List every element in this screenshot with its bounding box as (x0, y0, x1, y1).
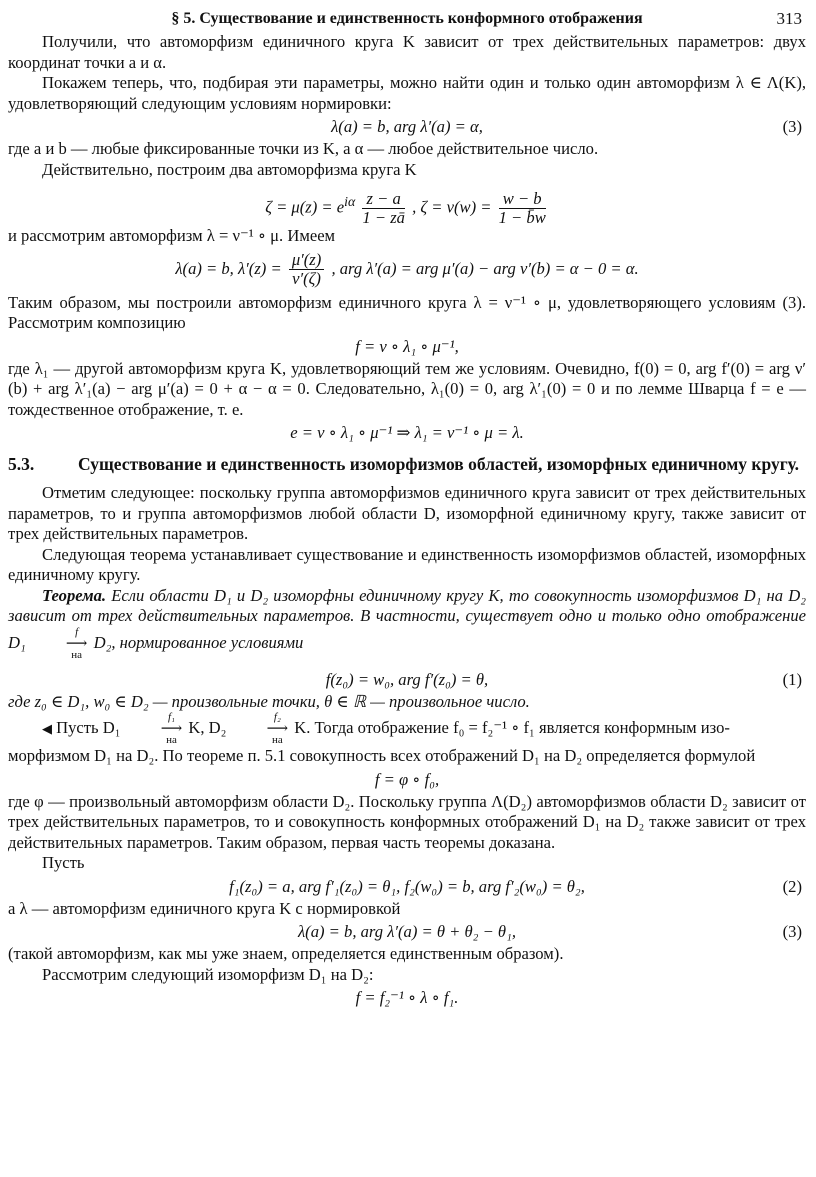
fraction-nu (499, 190, 546, 227)
mapping-arrow (32, 627, 88, 661)
fraction-denominator: 1 − b̄w (498, 208, 546, 228)
page-number: 313 (776, 9, 802, 28)
theorem (8, 586, 806, 661)
theorem-text: Если области D₁ и D₂ изоморфны единичному кругу K, то совокупность изоморфизмов D₁ на D₂ зависит от трех действительных параметров. В частности, существует одно и только одно отображение D₁ (8, 585, 806, 652)
subsection-number: 5.3. (8, 454, 35, 474)
paragraph-1: Получили, что автоморфизм единичного круга K зависит от трех действительных параметров: двух координат точки a и α. (8, 32, 806, 72)
paragraph-16: (такой автоморфизм, как мы уже знаем, определяется единственным образом). (8, 944, 564, 963)
arrow-onto-label: на (166, 734, 177, 746)
equation-part: , ζ = ν(w) = (412, 197, 492, 217)
equation-text: f = f₂⁻¹ ∘ λ ∘ f₁. (355, 988, 459, 1007)
fraction-numerator: μ′(z) (289, 251, 324, 270)
equation-text: f = φ ∘ f₀, (374, 769, 440, 789)
mapping-arrow-f2 (233, 712, 289, 746)
arrow-icon: ⟶ (160, 721, 183, 737)
equation-text: e = ν ∘ λ₁ ∘ μ⁻¹ ⇒ λ₁ = ν⁻¹ ∘ μ = λ. (290, 423, 524, 442)
theorem-label: Теорема. (42, 585, 107, 605)
paragraph-2: Покажем теперь, что, подбирая эти параметры, можно найти один и только один автоморфизм λ ∈ Λ(K), удовлетворяющий следующим условиям нормировки: (8, 73, 806, 113)
arrow-icon: ⟶ (65, 635, 88, 652)
paragraph-8: Отметим следующее: поскольку группа автоморфизмов единичного круга зависит от трех действительных параметров, то и группа автоморфизмов любой области D, изоморфной единичному кругу, также зависит от трех действительных параметров. (8, 483, 806, 543)
paragraph-7: где λ₁ — другой автоморфизм круга K, удовлетворяющий тем же условиям. Очевидно, f(0) = 0, arg f′(0) = arg ν′(b) + arg λ′₁(a) − arg μ′(a) = 0 + α − α = 0. Следовательно, λ₁(0) = 0, arg λ′₁(0) = 0 и по лемме Шварца f = e — тождественное отображение, т. е. (8, 358, 806, 419)
equation-text: f = ν ∘ λ₁ ∘ μ⁻¹, (355, 336, 459, 356)
equation-composition (8, 336, 806, 357)
text-part: Пусть D₁ (56, 717, 121, 737)
paragraph-4: Действительно, построим два автоморфизма круга K (42, 159, 417, 179)
equation-exponent: iα (344, 194, 356, 209)
equation-final (8, 987, 806, 1008)
fraction-denominator: ν′(ζ) (292, 269, 321, 289)
paragraph-11 (8, 712, 806, 746)
equation-number: (2) (782, 876, 802, 896)
subsection-heading (8, 453, 806, 475)
paragraph-5: и рассмотрим автоморфизм λ = ν⁻¹ ∘ μ. Имеем (8, 226, 336, 245)
paragraph-17: Рассмотрим следующий изоморфизм D₁ на D₂: (42, 964, 374, 984)
paragraph-12: морфизмом D₁ на D₂. По теореме п. 5.1 совокупность всех отображений D₁ на D₂ определяется формулой (8, 746, 756, 765)
arrow-label: f₁ (168, 711, 175, 723)
equation-number: (3) (782, 117, 802, 136)
subsection-title: Существование и единственность изоморфизмов областей, изоморфных единичному кругу. (78, 454, 800, 474)
equation-text: λ(a) = b, arg λ′(a) = α, (331, 117, 483, 136)
paragraph-9: Следующая теорема устанавливает существование и единственность изоморфизмов областей, изоморфных единичному кругу. (8, 544, 806, 584)
equation-part: λ(a) = b, λ′(z) = (175, 258, 282, 278)
arrow-label: f (75, 625, 79, 638)
equation-3b (8, 921, 806, 942)
equation-2 (8, 876, 806, 897)
arrow-label: f₂ (273, 711, 281, 723)
equation-text: f₁(z₀) = a, arg f′₁(z₀) = θ₁, f₂(w₀) = b, arg f′₂(w₀) = θ₂, (229, 876, 585, 896)
text-part: K, D₂ (188, 717, 227, 737)
fraction-numerator: z − a (362, 190, 405, 209)
paragraph-13: где φ — произвольный автоморфизм области D₂. Поскольку группа Λ(D₂) автоморфизмов области D₂ зависит от трех действительных параметров, то и совокупность конформных отображений D₁ на D₂ также зависит от трех действительных параметров. Таким образом, первая часть теоремы доказана. (8, 791, 806, 852)
running-header (8, 6, 806, 32)
equation-number: (1) (782, 669, 802, 689)
fraction-denominator: 1 − zā (362, 208, 405, 228)
equation-automorphisms (8, 182, 806, 228)
mapping-arrow-f1 (127, 712, 183, 746)
equation-f-phi (8, 769, 806, 790)
equation-text: f(z₀) = w₀, arg f′(z₀) = θ, (325, 669, 489, 689)
equation-text: λ(a) = b, arg λ′(a) = θ + θ₂ − θ₁, (298, 922, 516, 941)
equation-part: ζ = μ(z) = e (265, 197, 345, 217)
equation-part: , arg λ′(a) = arg μ′(a) − arg ν′(b) = α − 0 = α. (331, 258, 639, 278)
equation-derivative (8, 249, 806, 291)
equation-identity (8, 422, 806, 443)
arrow-icon: ⟶ (266, 721, 289, 737)
paragraph-3: где a и b — любые фиксированные точки из K, а α — любое действительное число. (8, 139, 599, 158)
equation-3 (8, 116, 806, 137)
section-title: § 5. Существование и единственность конформного отображения (171, 10, 643, 27)
fraction-numerator: w − b (499, 190, 546, 209)
equation-number: (3) (782, 922, 802, 941)
text-part: K. Тогда отображение f₀ = f₂⁻¹ ∘ f₁ является конформным изо- (294, 717, 730, 737)
paragraph-14: Пусть (42, 853, 85, 872)
arrow-onto-label: на (271, 734, 283, 746)
proof-start-icon: ◀ (42, 720, 52, 736)
paragraph-6: Таким образом, мы построили автоморфизм единичного круга λ = ν⁻¹ ∘ μ, удовлетворяющего условиям (3). Рассмотрим композицию (8, 292, 806, 332)
theorem-tail: D₂, нормированное условиями (93, 632, 304, 652)
arrow-onto-label: на (71, 648, 83, 661)
paragraph-10: где z₀ ∈ D₁, w₀ ∈ D₂ — произвольные точки, θ ∈ ℝ — произвольное число. (8, 691, 530, 711)
paragraph-15: а λ — автоморфизм единичного круга K с нормировкой (8, 898, 401, 918)
fraction-derivative (289, 251, 324, 288)
fraction-mu (362, 190, 405, 227)
equation-1 (8, 669, 806, 690)
